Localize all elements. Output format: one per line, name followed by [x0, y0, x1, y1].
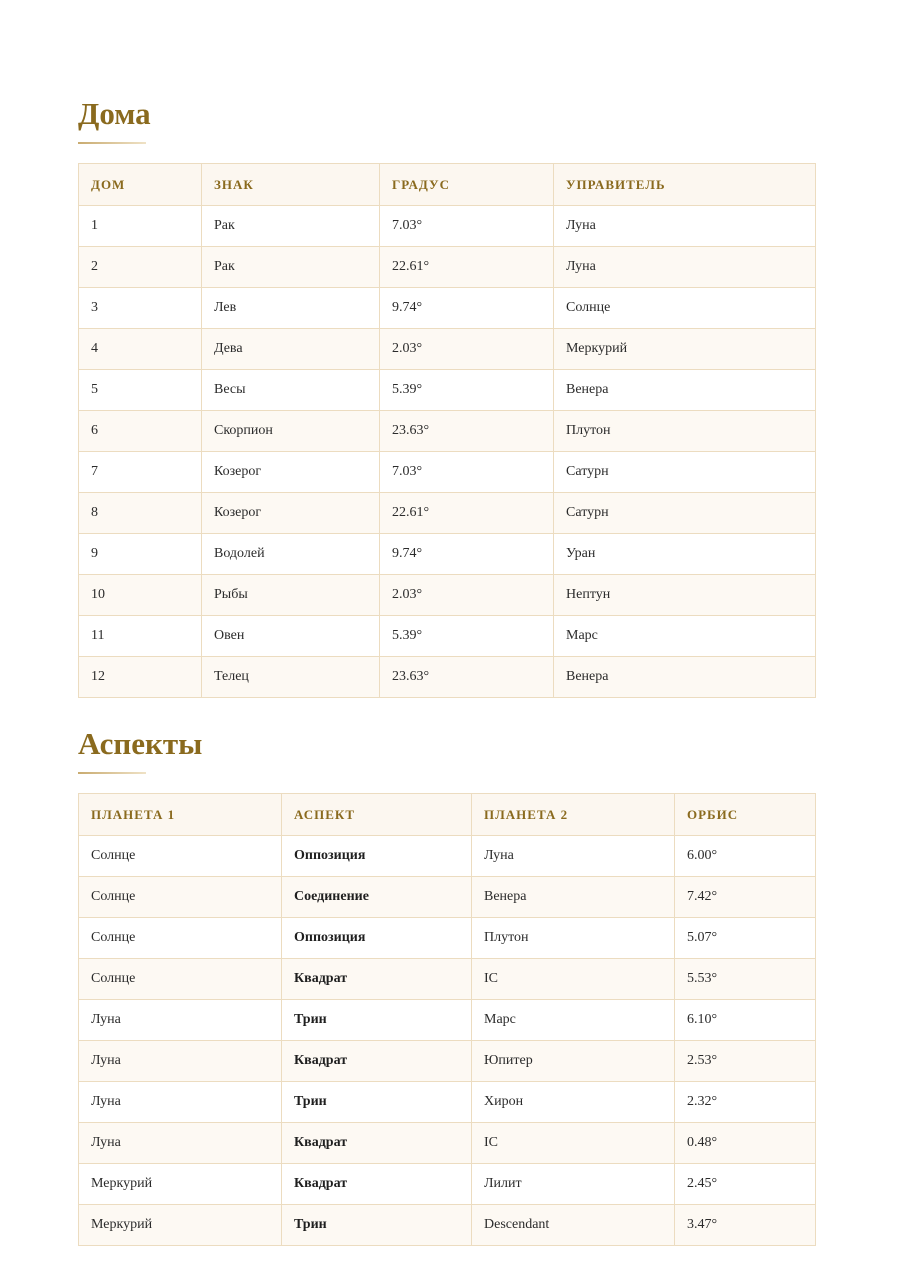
house-number-cell: 8: [79, 493, 202, 534]
degree-cell: 7.03°: [380, 452, 554, 493]
planet1-cell: Солнце: [79, 918, 282, 959]
degree-cell: 5.39°: [380, 616, 554, 657]
table-row: [79, 657, 816, 698]
sign-cell: Водолей: [202, 534, 380, 575]
sign-cell: Овен: [202, 616, 380, 657]
houses-header-house: ДОМ: [79, 164, 202, 206]
planet1-cell: Луна: [79, 1000, 282, 1041]
house-number-cell: 10: [79, 575, 202, 616]
planet2-cell: Хирон: [472, 1082, 675, 1123]
sign-cell: Рак: [202, 206, 380, 247]
house-number-cell: 4: [79, 329, 202, 370]
house-number-cell: 5: [79, 370, 202, 411]
aspect-cell: Соединение: [282, 877, 472, 918]
aspects-header-row: [79, 794, 816, 836]
aspect-cell: Трин: [282, 1082, 472, 1123]
table-row: [79, 534, 816, 575]
table-row: [79, 1041, 816, 1082]
aspect-cell: Трин: [282, 1000, 472, 1041]
ruler-cell: Нептун: [554, 575, 816, 616]
aspects-header-orb: ОРБИС: [675, 794, 816, 836]
aspects-table: [78, 793, 816, 1246]
aspects-section: [78, 724, 815, 1246]
orb-cell: 6.10°: [675, 1000, 816, 1041]
table-row: [79, 959, 816, 1000]
degree-cell: 2.03°: [380, 329, 554, 370]
table-row: [79, 329, 816, 370]
degree-cell: 22.61°: [380, 247, 554, 288]
table-row: [79, 918, 816, 959]
ruler-cell: Венера: [554, 657, 816, 698]
houses-table: [78, 163, 816, 698]
aspects-title-underline: [78, 772, 146, 774]
table-row: [79, 1082, 816, 1123]
aspects-header-aspect: АСПЕКТ: [282, 794, 472, 836]
planet1-cell: Луна: [79, 1082, 282, 1123]
table-row: [79, 411, 816, 452]
ruler-cell: Марс: [554, 616, 816, 657]
ruler-cell: Луна: [554, 247, 816, 288]
sign-cell: Телец: [202, 657, 380, 698]
orb-cell: 6.00°: [675, 836, 816, 877]
table-row: [79, 206, 816, 247]
table-row: [79, 877, 816, 918]
sign-cell: Рыбы: [202, 575, 380, 616]
planet2-cell: Лилит: [472, 1164, 675, 1205]
degree-cell: 9.74°: [380, 288, 554, 329]
sign-cell: Козерог: [202, 493, 380, 534]
sign-cell: Козерог: [202, 452, 380, 493]
house-number-cell: 12: [79, 657, 202, 698]
house-number-cell: 1: [79, 206, 202, 247]
degree-cell: 7.03°: [380, 206, 554, 247]
table-row: [79, 575, 816, 616]
table-row: [79, 247, 816, 288]
planet2-cell: Луна: [472, 836, 675, 877]
table-row: [79, 452, 816, 493]
houses-table-body: [79, 206, 816, 698]
aspect-cell: Оппозиция: [282, 836, 472, 877]
table-row: [79, 493, 816, 534]
house-number-cell: 2: [79, 247, 202, 288]
aspect-cell: Квадрат: [282, 1041, 472, 1082]
table-row: [79, 1205, 816, 1246]
degree-cell: 9.74°: [380, 534, 554, 575]
orb-cell: 5.53°: [675, 959, 816, 1000]
orb-cell: 5.07°: [675, 918, 816, 959]
table-row: [79, 1000, 816, 1041]
aspect-cell: Квадрат: [282, 1123, 472, 1164]
planet2-cell: IC: [472, 1123, 675, 1164]
planet1-cell: Солнце: [79, 877, 282, 918]
orb-cell: 2.32°: [675, 1082, 816, 1123]
aspects-title: Аспекты: [78, 726, 203, 761]
sign-cell: Дева: [202, 329, 380, 370]
orb-cell: 7.42°: [675, 877, 816, 918]
ruler-cell: Венера: [554, 370, 816, 411]
sign-cell: Весы: [202, 370, 380, 411]
house-number-cell: 6: [79, 411, 202, 452]
orb-cell: 2.53°: [675, 1041, 816, 1082]
aspect-cell: Квадрат: [282, 1164, 472, 1205]
ruler-cell: Солнце: [554, 288, 816, 329]
planet1-cell: Солнце: [79, 959, 282, 1000]
houses-header-sign: ЗНАК: [202, 164, 380, 206]
houses-header-degree: ГРАДУС: [380, 164, 554, 206]
table-row: [79, 1164, 816, 1205]
house-number-cell: 11: [79, 616, 202, 657]
planet2-cell: Descendant: [472, 1205, 675, 1246]
ruler-cell: Плутон: [554, 411, 816, 452]
sign-cell: Лев: [202, 288, 380, 329]
house-number-cell: 9: [79, 534, 202, 575]
aspects-header-planet1: ПЛАНЕТА 1: [79, 794, 282, 836]
planet2-cell: Юпитер: [472, 1041, 675, 1082]
planet2-cell: Марс: [472, 1000, 675, 1041]
aspects-header-planet2: ПЛАНЕТА 2: [472, 794, 675, 836]
planet1-cell: Солнце: [79, 836, 282, 877]
sign-cell: Скорпион: [202, 411, 380, 452]
orb-cell: 2.45°: [675, 1164, 816, 1205]
houses-title-underline: [78, 142, 146, 144]
planet1-cell: Меркурий: [79, 1205, 282, 1246]
table-row: [79, 370, 816, 411]
ruler-cell: Уран: [554, 534, 816, 575]
house-number-cell: 3: [79, 288, 202, 329]
house-number-cell: 7: [79, 452, 202, 493]
aspect-cell: Трин: [282, 1205, 472, 1246]
planet1-cell: Луна: [79, 1041, 282, 1082]
houses-header-ruler: УПРАВИТЕЛЬ: [554, 164, 816, 206]
ruler-cell: Сатурн: [554, 493, 816, 534]
degree-cell: 23.63°: [380, 657, 554, 698]
orb-cell: 0.48°: [675, 1123, 816, 1164]
aspect-cell: Квадрат: [282, 959, 472, 1000]
planet2-cell: IC: [472, 959, 675, 1000]
planet1-cell: Луна: [79, 1123, 282, 1164]
orb-cell: 3.47°: [675, 1205, 816, 1246]
table-row: [79, 836, 816, 877]
ruler-cell: Сатурн: [554, 452, 816, 493]
aspects-table-body: [79, 836, 816, 1246]
planet1-cell: Меркурий: [79, 1164, 282, 1205]
ruler-cell: Луна: [554, 206, 816, 247]
table-row: [79, 288, 816, 329]
planet2-cell: Венера: [472, 877, 675, 918]
degree-cell: 2.03°: [380, 575, 554, 616]
degree-cell: 23.63°: [380, 411, 554, 452]
houses-section: [78, 94, 815, 698]
sign-cell: Рак: [202, 247, 380, 288]
houses-header-row: [79, 164, 816, 206]
aspect-cell: Оппозиция: [282, 918, 472, 959]
houses-title: Дома: [78, 96, 151, 131]
table-row: [79, 1123, 816, 1164]
table-row: [79, 616, 816, 657]
ruler-cell: Меркурий: [554, 329, 816, 370]
degree-cell: 5.39°: [380, 370, 554, 411]
planet2-cell: Плутон: [472, 918, 675, 959]
degree-cell: 22.61°: [380, 493, 554, 534]
